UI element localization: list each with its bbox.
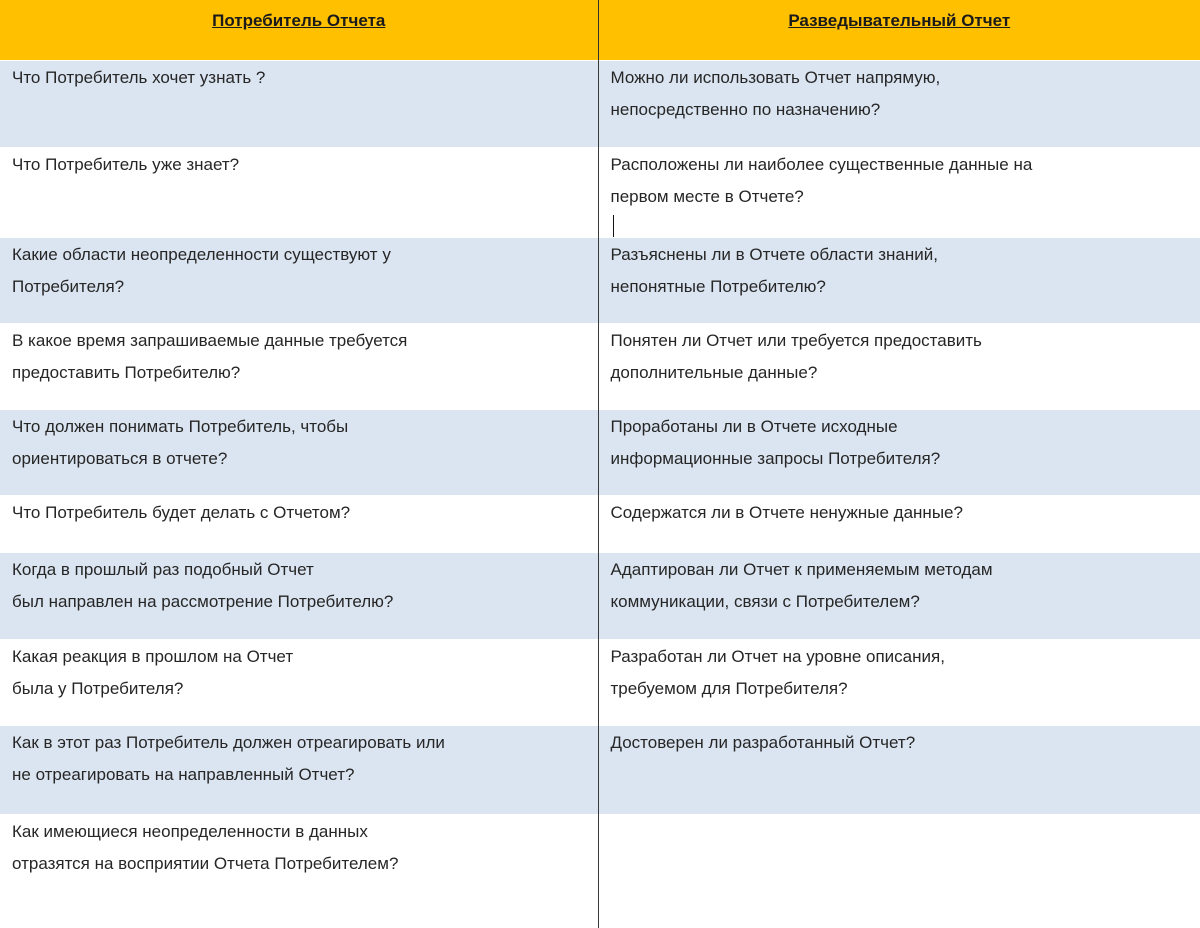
text-cursor bbox=[613, 215, 615, 237]
consumer-question-cell bbox=[0, 814, 598, 928]
table-row bbox=[0, 639, 1200, 725]
report-question: Достоверен ли разработанный Отчет? bbox=[610, 732, 916, 752]
consumer-question-cell bbox=[0, 60, 598, 147]
table-row bbox=[0, 814, 1200, 928]
consumer-question: Как имеющиеся неопределенности в данных отразятся на восприятии Отчета Потребителем? bbox=[12, 821, 399, 873]
report-question-cell bbox=[598, 323, 1200, 409]
consumer-question: Что Потребитель хочет узнать ? bbox=[12, 67, 266, 87]
consumer-question: Что Потребитель будет делать с Отчетом? bbox=[12, 502, 351, 522]
header-consumer: Потребитель Отчета bbox=[0, 0, 598, 60]
consumer-question: Какие области неопределенности существуют у Потребителя? bbox=[12, 244, 391, 296]
report-question: Можно ли использовать Отчет напрямую, непосредственно по назначению? bbox=[610, 67, 941, 119]
consumer-question-cell bbox=[0, 552, 598, 639]
report-question-cell bbox=[598, 147, 1200, 237]
consumer-question-cell bbox=[0, 147, 598, 237]
report-question: Расположены ли наиболее существенные данные на первом месте в Отчете? bbox=[610, 154, 1033, 206]
table-row bbox=[0, 552, 1200, 639]
consumer-question-cell bbox=[0, 237, 598, 323]
consumer-question: Какая реакция в прошлом на Отчет была у Потребителя? bbox=[12, 646, 294, 698]
report-question: Проработаны ли в Отчете исходные информационные запросы Потребителя? bbox=[610, 416, 941, 468]
consumer-question-cell bbox=[0, 639, 598, 725]
consumer-question-cell bbox=[0, 409, 598, 495]
report-question-cell bbox=[598, 725, 1200, 814]
report-question: Разработан ли Отчет на уровне описания, требуемом для Потребителя? bbox=[610, 646, 945, 698]
report-question-cell bbox=[598, 495, 1200, 552]
report-question-cell bbox=[598, 237, 1200, 323]
consumer-question-cell bbox=[0, 725, 598, 814]
table-row bbox=[0, 495, 1200, 552]
consumer-question: Что Потребитель уже знает? bbox=[12, 154, 240, 174]
table-row bbox=[0, 323, 1200, 409]
consumer-question-cell bbox=[0, 323, 598, 409]
report-question: Адаптирован ли Отчет к применяемым методам коммуникации, связи с Потребителем? bbox=[610, 559, 993, 611]
consumer-question-cell bbox=[0, 495, 598, 552]
report-question: Содержатся ли в Отчете ненужные данные? bbox=[610, 502, 963, 522]
report-question-cell bbox=[598, 639, 1200, 725]
table-row bbox=[0, 147, 1200, 237]
report-question: Разъяснены ли в Отчете области знаний, непонятные Потребителю? bbox=[610, 244, 938, 296]
report-question: Понятен ли Отчет или требуется предоставить дополнительные данные? bbox=[610, 330, 982, 382]
table-row bbox=[0, 60, 1200, 147]
header-report: Разведывательный Отчет bbox=[598, 0, 1200, 60]
report-question-cell bbox=[598, 409, 1200, 495]
consumer-question: В какое время запрашиваемые данные требуется предоставить Потребителю? bbox=[12, 330, 408, 382]
report-question-cell bbox=[598, 552, 1200, 639]
consumer-question: Что должен понимать Потребитель, чтобы ориентироваться в отчете? bbox=[12, 416, 349, 468]
table-row bbox=[0, 409, 1200, 495]
table-row bbox=[0, 237, 1200, 323]
consumer-question: Когда в прошлый раз подобный Отчет был направлен на рассмотрение Потребителю? bbox=[12, 559, 394, 611]
table-row bbox=[0, 725, 1200, 814]
header-row bbox=[0, 0, 1200, 60]
report-question-cell bbox=[598, 814, 1200, 928]
consumer-question: Как в этот раз Потребитель должен отреагировать или не отреагировать на направленный Отчет? bbox=[12, 732, 445, 784]
report-question-cell bbox=[598, 60, 1200, 147]
